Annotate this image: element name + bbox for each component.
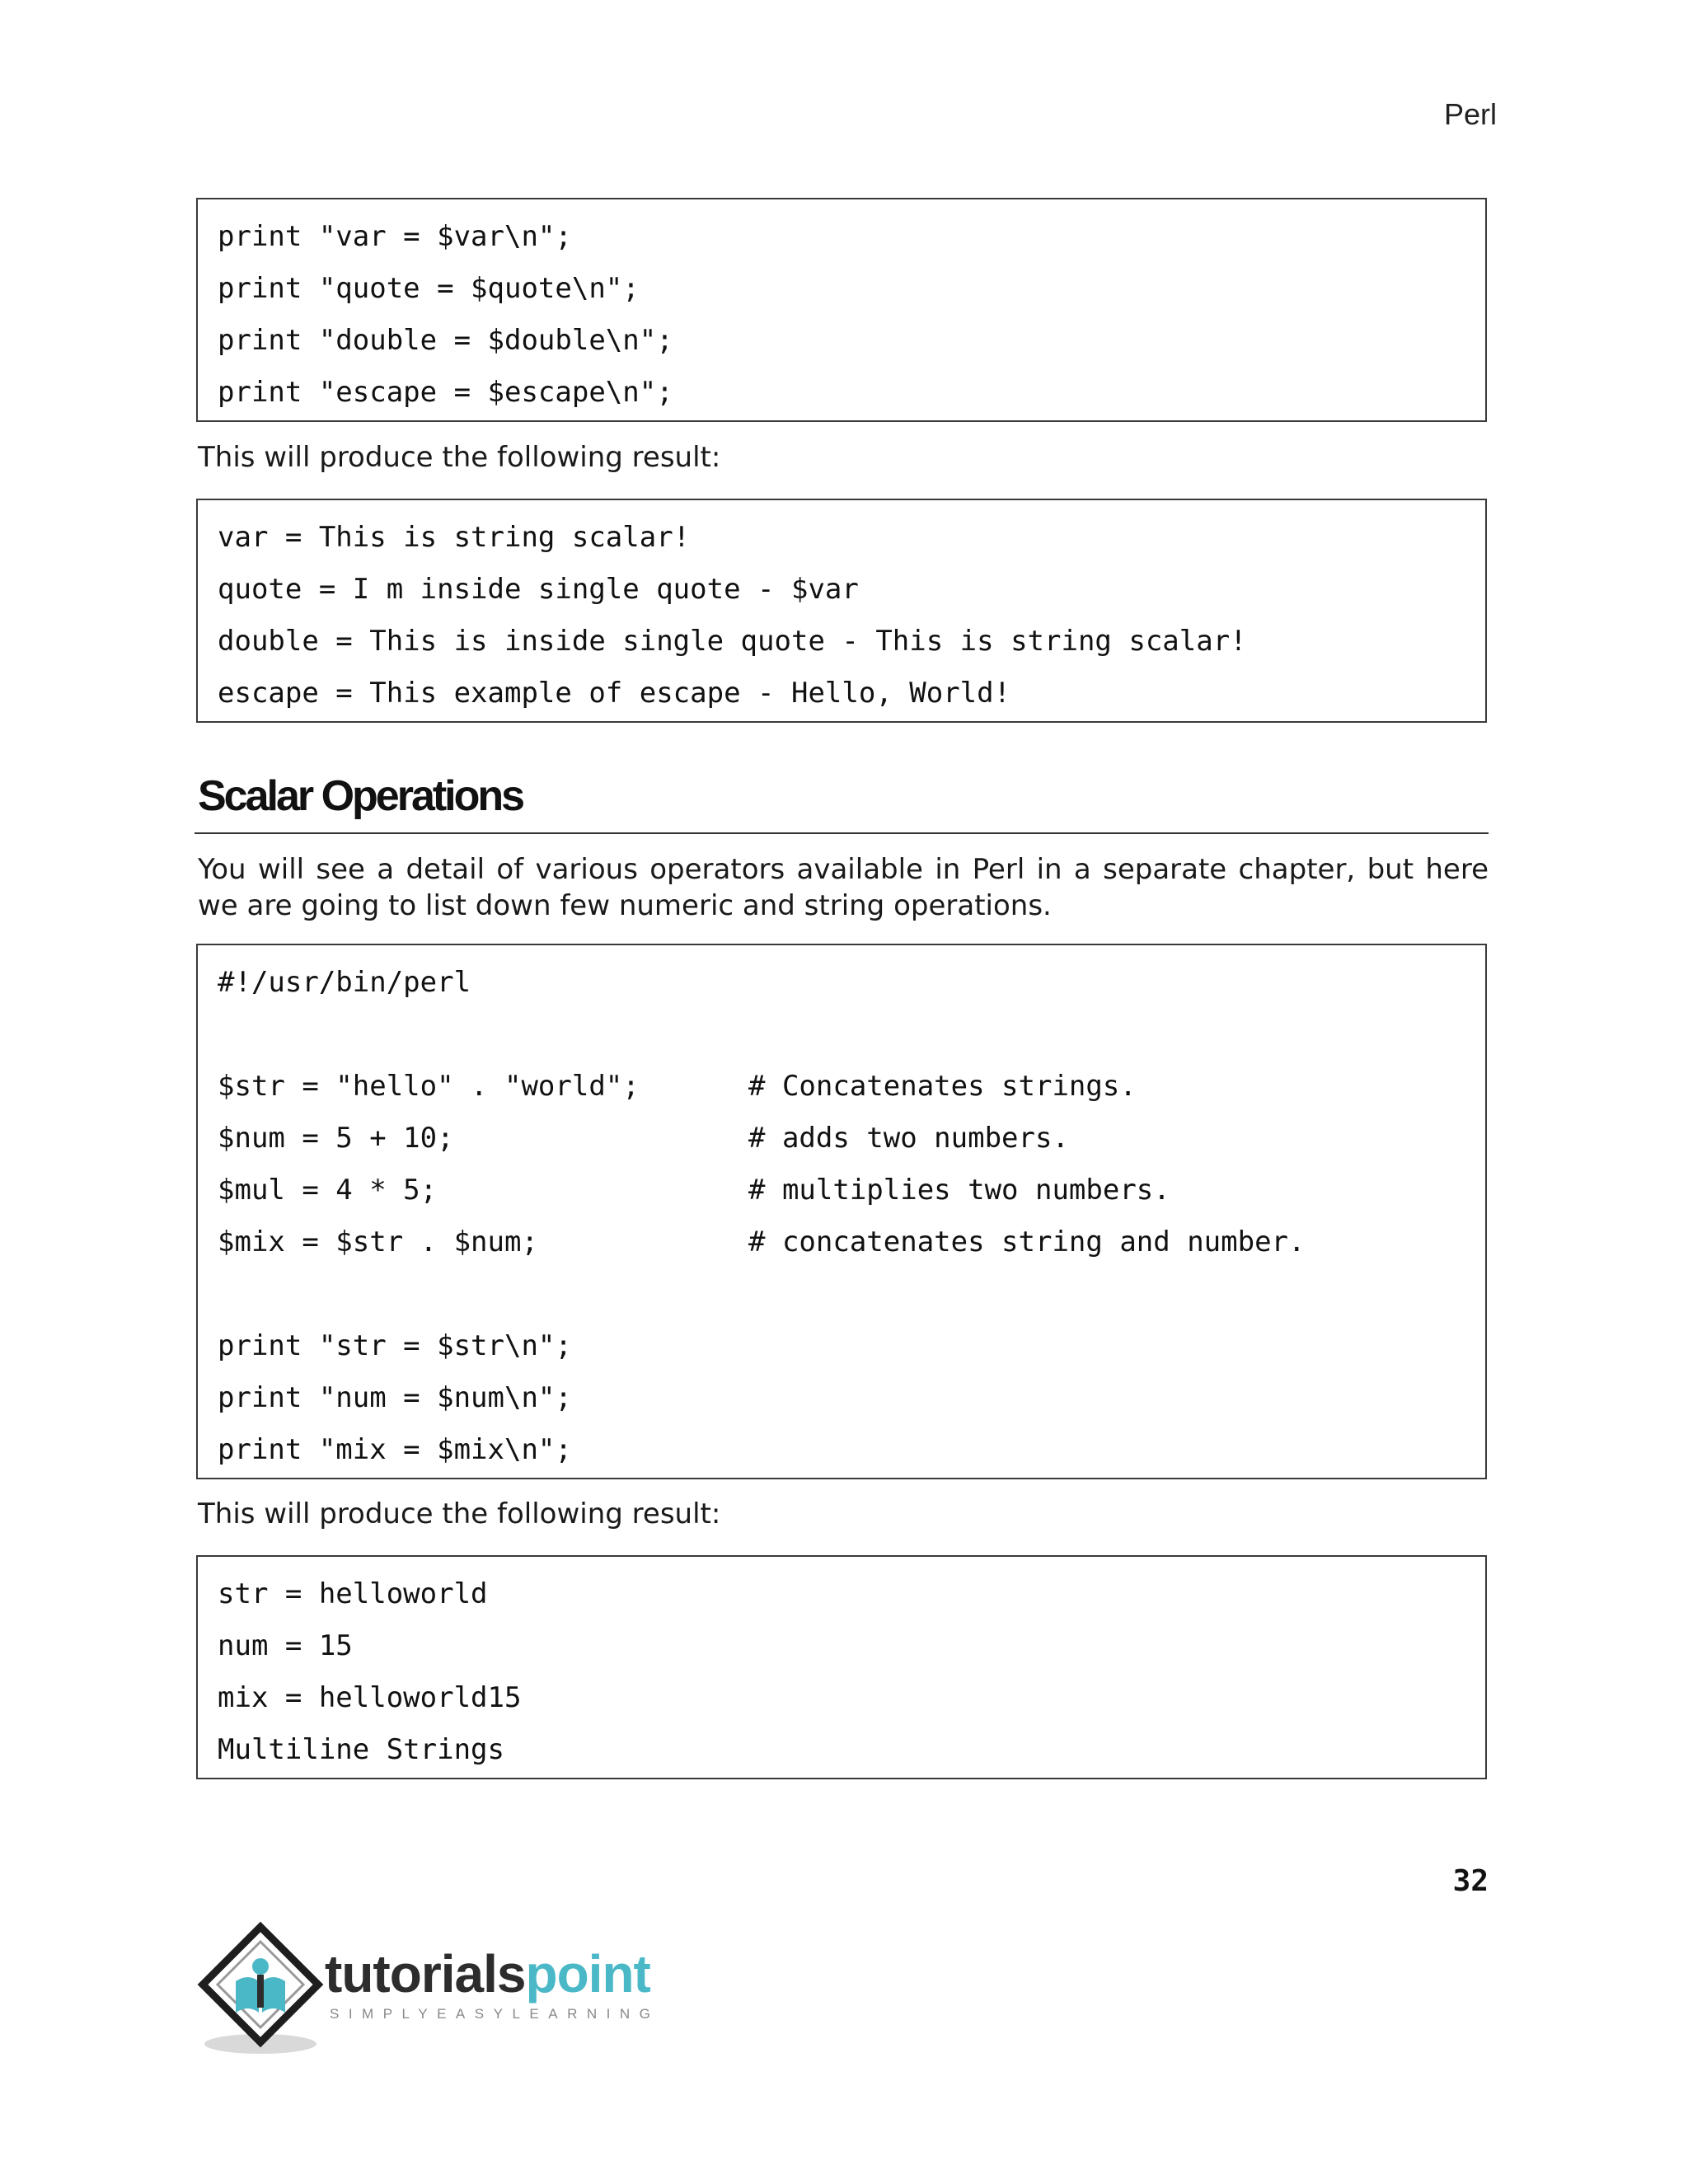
code-statement: $mix = $str . $num; bbox=[218, 1226, 538, 1258]
code-line-operation bbox=[218, 1165, 1465, 1216]
code-comment: # concatenates string and number. bbox=[748, 1226, 1306, 1258]
output-line: Multiline Strings bbox=[218, 1733, 504, 1766]
output-line: double = This is inside single quote - This is string scalar! bbox=[218, 625, 1247, 658]
logo-diamond-icon bbox=[195, 1920, 326, 2060]
section-paragraph: You will see a detail of various operators available in Perl in a separate chapter, but here we are going to list down few numeric and string operations. bbox=[198, 853, 1489, 922]
result-intro: This will produce the following result: bbox=[198, 441, 721, 474]
code-block-print-statements bbox=[196, 198, 1487, 422]
code-line: print "var = $var\n"; bbox=[218, 220, 572, 253]
code-comment: # Concatenates strings. bbox=[748, 1070, 1137, 1103]
code-line: print "double = $double\n"; bbox=[218, 324, 673, 357]
code-line: print "quote = $quote\n"; bbox=[218, 272, 640, 305]
output-line: var = This is string scalar! bbox=[218, 521, 691, 554]
code-line-operation bbox=[218, 1061, 1465, 1113]
code-line-operation bbox=[218, 1216, 1465, 1268]
blank-line bbox=[218, 1268, 1465, 1320]
code-line: print "mix = $mix\n"; bbox=[218, 1433, 572, 1466]
code-line: print "str = $str\n"; bbox=[218, 1329, 572, 1362]
running-header: Perl bbox=[1443, 97, 1497, 131]
output-line: str = helloworld bbox=[218, 1577, 488, 1610]
output-block-strings bbox=[196, 499, 1487, 723]
section-heading: Scalar Operations bbox=[198, 772, 523, 820]
code-line-operation bbox=[218, 1113, 1465, 1165]
blank-line bbox=[218, 1009, 1465, 1061]
tutorialspoint-logo bbox=[195, 1920, 673, 2060]
code-line: print "escape = $escape\n"; bbox=[218, 376, 673, 409]
page-number: 32 bbox=[1452, 1864, 1489, 1898]
code-comment: # multiplies two numbers. bbox=[748, 1174, 1170, 1207]
logo-tagline: SIMPLYEASYLEARNING bbox=[330, 2006, 660, 2022]
logo-wordmark bbox=[325, 1943, 650, 2004]
output-block-operations bbox=[196, 1555, 1487, 1779]
heading-divider bbox=[195, 832, 1489, 834]
output-line: escape = This example of escape - Hello, World! bbox=[218, 677, 1011, 710]
code-comment: # adds two numbers. bbox=[748, 1122, 1069, 1155]
logo-word-point: point bbox=[525, 1944, 650, 2004]
code-line: print "num = $num\n"; bbox=[218, 1381, 572, 1414]
output-line: quote = I m inside single quote - $var bbox=[218, 573, 859, 606]
output-line: num = 15 bbox=[218, 1629, 353, 1662]
code-statement: $mul = 4 * 5; bbox=[218, 1174, 438, 1207]
logo-word-tutorials: tutorials bbox=[325, 1944, 526, 2004]
output-line: mix = helloworld15 bbox=[218, 1681, 522, 1714]
result-intro: This will produce the following result: bbox=[198, 1497, 721, 1530]
code-block-scalar-operations bbox=[196, 944, 1487, 1479]
code-line-shebang: #!/usr/bin/perl bbox=[218, 966, 471, 999]
code-statement: $str = "hello" . "world"; bbox=[218, 1070, 640, 1103]
code-statement: $num = 5 + 10; bbox=[218, 1122, 454, 1155]
